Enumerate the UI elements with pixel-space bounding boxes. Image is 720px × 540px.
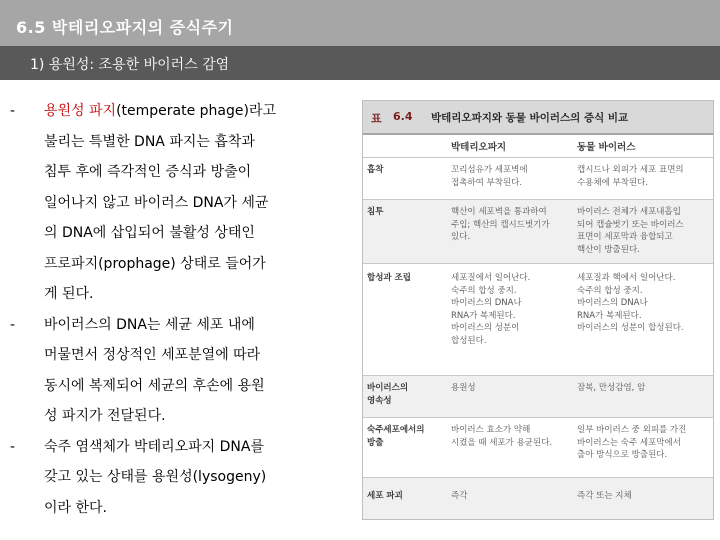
bullet-line: 바이러스의 DNA는 세균 세포 내에 — [44, 316, 255, 333]
phage-cell: 핵산이 세포벽을 통과하여 주입; 핵산의 캡시드벗기가 있다. — [451, 207, 550, 242]
bullet-line: 프로파지(prophage) 상태로 들어가 — [44, 255, 266, 272]
bullet-item — [10, 310, 340, 432]
animal-virus-cell: 캡시드나 외피가 세포 표면의 수용체에 부착된다. — [577, 165, 684, 188]
bullet-dash: - — [10, 316, 16, 333]
table-title: 박테리오파지와 동물 바이러스의 증식 비교 — [431, 112, 629, 124]
slide-title: 6.5 박테리오파지의 증식주기 — [16, 18, 234, 37]
animal-virus-cell: 세포질과 핵에서 일어난다. 숙주의 합성 중지. 바이러스의 DNA나 RNA가 복제된다. 바이러스의 성분이 합성된다. — [577, 273, 684, 333]
animal-virus-cell: 일부 바이러스 중 외피를 가진 바이러스는 숙주 세포막에서 출아 방식으로 방출된다. — [577, 425, 687, 460]
bullet-line: 일어나지 않고 바이러스 DNA가 세균 — [44, 194, 269, 211]
slide-subtitle: 1) 용원성: 조용한 바이러스 감염 — [30, 57, 230, 73]
bullet-item — [10, 432, 340, 524]
table-row — [363, 199, 713, 263]
bullet-line: 갖고 있는 상태를 용원성(lysogeny) — [44, 469, 267, 485]
bullet-line — [44, 96, 340, 127]
row-header: 숙주세포에서의 방출 — [367, 425, 425, 448]
bullet-line-text: (temperate phage)라고 — [116, 103, 277, 119]
phage-cell: 즉각 — [451, 491, 468, 501]
animal-virus-cell: 바이러스 전체가 세포내흡입 되어 캡슐벗기 또는 바이러스 표면이 세포막과 융합되고 핵산이 방출된다. — [577, 207, 684, 255]
phage-cell: 바이러스 효소가 약해 시켰을 때 세포가 용균된다. — [451, 425, 553, 448]
column-header-animal-virus: 동물 바이러스 — [577, 142, 636, 153]
bullet-line: 의 DNA에 삽입되어 불활성 상태인 — [44, 225, 255, 241]
bullet-line: 숙주 염색체가 박테리오파지 DNA를 — [44, 438, 264, 455]
bullet-item — [10, 96, 340, 310]
row-header: 바이러스의 영속성 — [367, 383, 409, 406]
bullet-line: 게 된다. — [44, 286, 94, 302]
table-row — [363, 263, 713, 375]
phage-cell: 용원성 — [451, 383, 476, 393]
comparison-table-figure — [362, 100, 714, 520]
animal-virus-cell: 즉각 또는 지체 — [577, 491, 632, 501]
table-row — [363, 375, 713, 417]
bullet-line: 동시에 복제되어 세균의 후손에 용원 — [44, 377, 265, 394]
bullet-line: 성 파지가 전달된다. — [44, 408, 166, 424]
table-row — [363, 477, 713, 519]
phage-cell: 꼬리섬유가 세포벽에 접촉하여 부착된다. — [451, 165, 528, 188]
bullet-line: 불리는 특별한 DNA 파지는 흡착과 — [44, 133, 255, 150]
bullet-line: 머물면서 정상적인 세포분열에 따라 — [44, 347, 261, 363]
table-caption-bar — [363, 101, 713, 135]
table-number: 6.4 — [393, 110, 413, 123]
column-header-phage: 박테리오파지 — [451, 142, 507, 153]
table-row — [363, 417, 713, 477]
bullet-list — [10, 96, 340, 523]
table-row — [363, 157, 713, 199]
row-header: 침투 — [367, 207, 384, 217]
bullet-highlight: 용원성 파지 — [44, 103, 117, 119]
bullet-dash: - — [10, 438, 16, 455]
row-header: 흡착 — [367, 165, 384, 175]
row-header: 합성과 조립 — [367, 273, 412, 283]
bullet-dash: - — [10, 103, 16, 119]
phage-cell: 세포질에서 일어난다. 숙주의 합성 중지. 바이러스의 DNA나 RNA가 복제된다. 바이러스의 성분이 합성된다. — [451, 273, 531, 346]
bullet-line: 침투 후에 즉각적인 증식과 방출이 — [44, 164, 252, 180]
bullet-line: 이라 한다. — [44, 499, 107, 516]
table-label: 표 — [371, 112, 382, 125]
row-header: 세포 파괴 — [367, 491, 403, 501]
subtitle-bar — [0, 46, 720, 80]
animal-virus-cell: 잠복, 만성감염, 암 — [577, 383, 646, 393]
